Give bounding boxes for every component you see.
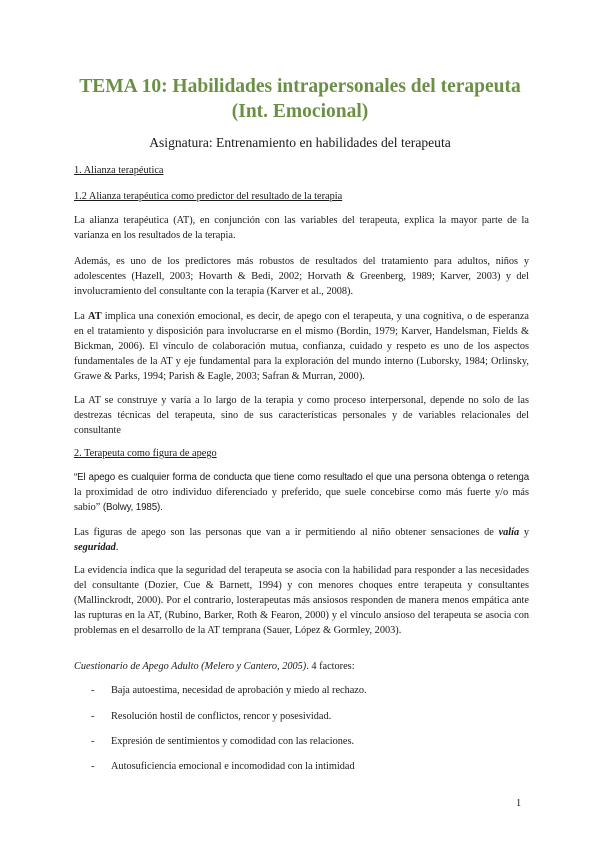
p5-text: Las figuras de apego son las personas que van a ir permitiendo al niño obtener sensaciones de: [74, 527, 499, 538]
paragraph-2: Además, es uno de los predictores más robustos de resultados del tratamiento para adultos, niños y adolescentes (Hazell, 2003; Hovarth & Bedi, 2002; Horvath & Greenberg, 1989; Karver, 2003) y del involucramiento del consultante con la terapia (Karver et al., 2008).: [74, 256, 529, 297]
paragraph-6: La evidencia indica que la seguridad del terapeuta se asocia con la habilidad para responder a las necesidades del consultante (Dozier, Cue & Barnett, 1994) y con menores choques entre terapeuta y consultantes (Mallinckrodt, 2000). Por el contrario, losterapeutas más ansiosos responden de manera menos empática ante las rupturas en la AT, (Rubino, Barker, Roth & Fearon, 2000) y el vínculo ansioso del terapeuta se asocia con problemas en el desarrollo de la AT temprana (Sauer, López & Gormley, 2003).: [74, 565, 529, 636]
section-1-2-heading: 1.2 Alianza terapéutica como predictor del resultado de la terapia: [74, 191, 343, 202]
page-subtitle: Asignatura: Entrenamiento en habilidades del terapeuta: [149, 135, 451, 150]
bowlby-quote: [74, 470, 529, 515]
p3-text-rest: implica una conexión emocional, es decir, de apego con el terapeuta, y una cognitiva, o de esperanza en el tratamiento y disposición para involucrarse en el mismo (Bordin, 1979; Karver, Handelsman, Fields & Bickman, 2006). El vínculo de colaboración mutua, confianza, cuidado y respeto es uno de los aspectos fundamentales de la AT y eje fundamental para la exploración del mundo interno (Luborsky, 1984; Orlinsky, Grawe & Parks, 1994; Parish & Eagle, 2003; Safran & Murran, 2000).: [74, 311, 529, 382]
page-number: 1: [516, 798, 522, 809]
list-dash: -: [91, 761, 95, 772]
list-dash: -: [91, 736, 95, 747]
quote-first-line: “El apego es cualquier forma de conducta que tiene como resultado el que una persona obtenga o retenga: [74, 472, 529, 483]
p5-valia: valía: [498, 527, 520, 538]
questionnaire-factors-label: . 4 factores:: [306, 661, 355, 672]
list-dash: -: [91, 711, 95, 722]
page-title: TEMA 10: Habilidades intrapersonales del terapeuta (Int. Emocional): [79, 76, 521, 122]
p5-conjunction: y: [519, 527, 529, 538]
list-dash: -: [91, 685, 95, 696]
questionnaire-title: Cuestionario de Apego Adulto (Melero y Cantero, 2005): [74, 661, 307, 672]
list-item-text: Autosuficiencia emocional e incomodidad con la intimidad: [111, 761, 355, 772]
paragraph-3: [74, 309, 529, 384]
quote-rest: la proximidad de otro individuo diferenciado y preferido, que suele concebirse como más fuerte y/o más sabio”: [74, 487, 529, 513]
list-item-text: Expresión de sentimientos y comodidad con las relaciones.: [111, 736, 355, 747]
quote-citation: (Bolwy, 1985).: [100, 502, 163, 513]
paragraph-4: La AT se construye y varía a lo largo de la terapia y como proceso interpersonal, depende no solo de las destrezas técnicas del terapeuta, sino de sus características personales y de variables relacionales del consultante: [74, 395, 529, 436]
section-2-heading: 2. Terapeuta como figura de apego: [74, 448, 217, 459]
list-item-text: Resolución hostil de conflictos, rencor y posesividad.: [111, 711, 332, 722]
p5-period: .: [115, 542, 119, 553]
p3-bold-at: AT: [88, 311, 102, 322]
paragraph-5: [74, 525, 529, 555]
questionnaire-line: [74, 659, 529, 674]
paragraph-1: La alianza terapéutica (AT), en conjunción con las variables del terapeuta, explica la mayor parte de la varianza en los resultados de la terapia.: [74, 215, 529, 241]
section-1-heading: 1. Alianza terapéutica: [74, 165, 164, 176]
p5-seguridad: seguridad: [74, 542, 116, 553]
p3-text-start: La: [74, 311, 89, 322]
list-item-text: Baja autoestima, necesidad de aprobación y miedo al rechazo.: [111, 685, 367, 696]
